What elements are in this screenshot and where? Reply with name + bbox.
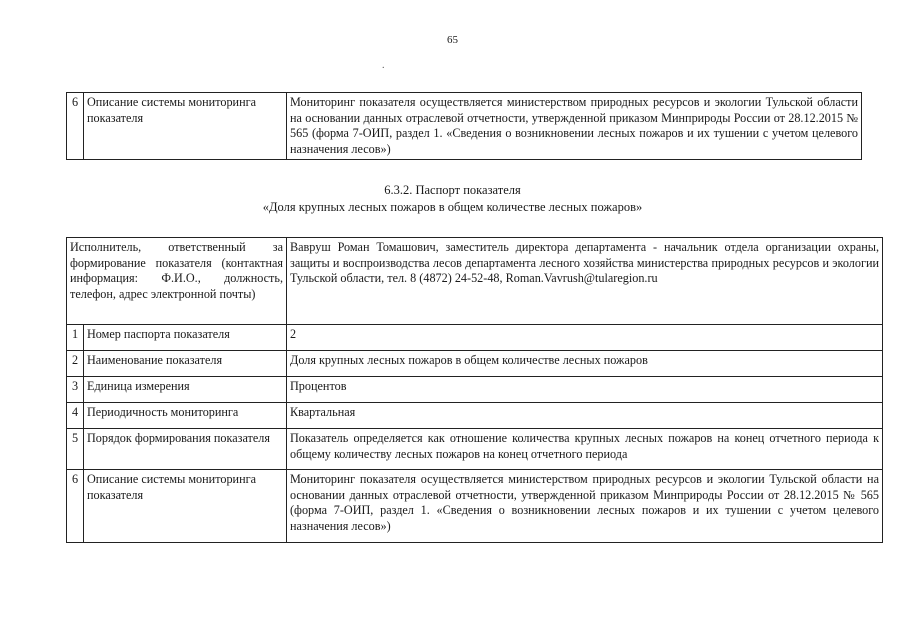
- row-value: Мониторинг показателя осуществляется министерством природных ресурсов и экологии Тульской области на основании данных отраслевой отчетности, утвержденной приказом Минприроды России от 28.12.2015 № 565 (форма 7-ОИП, раздел 1. «Сведения о возникновении лесных пожаров и их тушении с учетом целевого назначения лесов»): [287, 470, 883, 543]
- table-row: [67, 351, 883, 377]
- table-row: [67, 377, 883, 403]
- row-value: Процентов: [287, 377, 883, 403]
- row-number: 2: [67, 351, 84, 377]
- table-row: [67, 470, 883, 543]
- table-row: [67, 403, 883, 429]
- scan-speck: .: [382, 60, 385, 71]
- row-number: 6: [67, 470, 84, 543]
- table-row: [67, 93, 862, 160]
- section-heading: [0, 182, 905, 216]
- row-label: Номер паспорта показателя: [84, 325, 287, 351]
- row-number: 4: [67, 403, 84, 429]
- row-number: 6: [67, 93, 84, 160]
- continued-table: [66, 92, 862, 160]
- indicator-passport-table: [66, 237, 883, 543]
- row-label: Описание системы мониторинга показателя: [84, 93, 287, 160]
- row-label: Единица измерения: [84, 377, 287, 403]
- row-value: Квартальная: [287, 403, 883, 429]
- row-value: Показатель определяется как отношение количества крупных лесных пожаров на конец отчетного периода к общему количеству лесных пожаров на конец отчетного периода: [287, 429, 883, 470]
- row-number: 3: [67, 377, 84, 403]
- table-row: [67, 325, 883, 351]
- row-value: Доля крупных лесных пожаров в общем количестве лесных пожаров: [287, 351, 883, 377]
- executor-label: Исполнитель, ответственный за формирование показателя (контактная информация: Ф.И.О., должность, телефон, адрес электронной почты): [67, 238, 287, 325]
- row-label: Порядок формирования показателя: [84, 429, 287, 470]
- row-number: 1: [67, 325, 84, 351]
- section-title: 6.3.2. Паспорт показателя: [384, 183, 521, 197]
- page-number: 65: [447, 34, 458, 46]
- row-number: 5: [67, 429, 84, 470]
- table-row: [67, 238, 883, 325]
- table-row: [67, 429, 883, 470]
- row-label: Наименование показателя: [84, 351, 287, 377]
- row-label: Описание системы мониторинга показателя: [84, 470, 287, 543]
- row-value: 2: [287, 325, 883, 351]
- indicator-title: «Доля крупных лесных пожаров в общем количестве лесных пожаров»: [262, 200, 643, 214]
- executor-value: Вавруш Роман Томашович, заместитель директора департамента - начальник отдела организации охраны, защиты и воспроизводства лесов департамента лесного хозяйства министерства природных ресурсов и экологии Тульской области, тел. 8 (4872) 24-52-48, Roman.Vavrush@tularegion.ru: [287, 238, 883, 325]
- row-value: Мониторинг показателя осуществляется министерством природных ресурсов и экологии Тульской области на основании данных отраслевой отчетности, утвержденной приказом Минприроды России от 28.12.2015 № 565 (форма 7-ОИП, раздел 1. «Сведения о возникновении лесных пожаров и их тушении с учетом целевого назначения лесов»): [287, 93, 862, 160]
- row-label: Периодичность мониторинга: [84, 403, 287, 429]
